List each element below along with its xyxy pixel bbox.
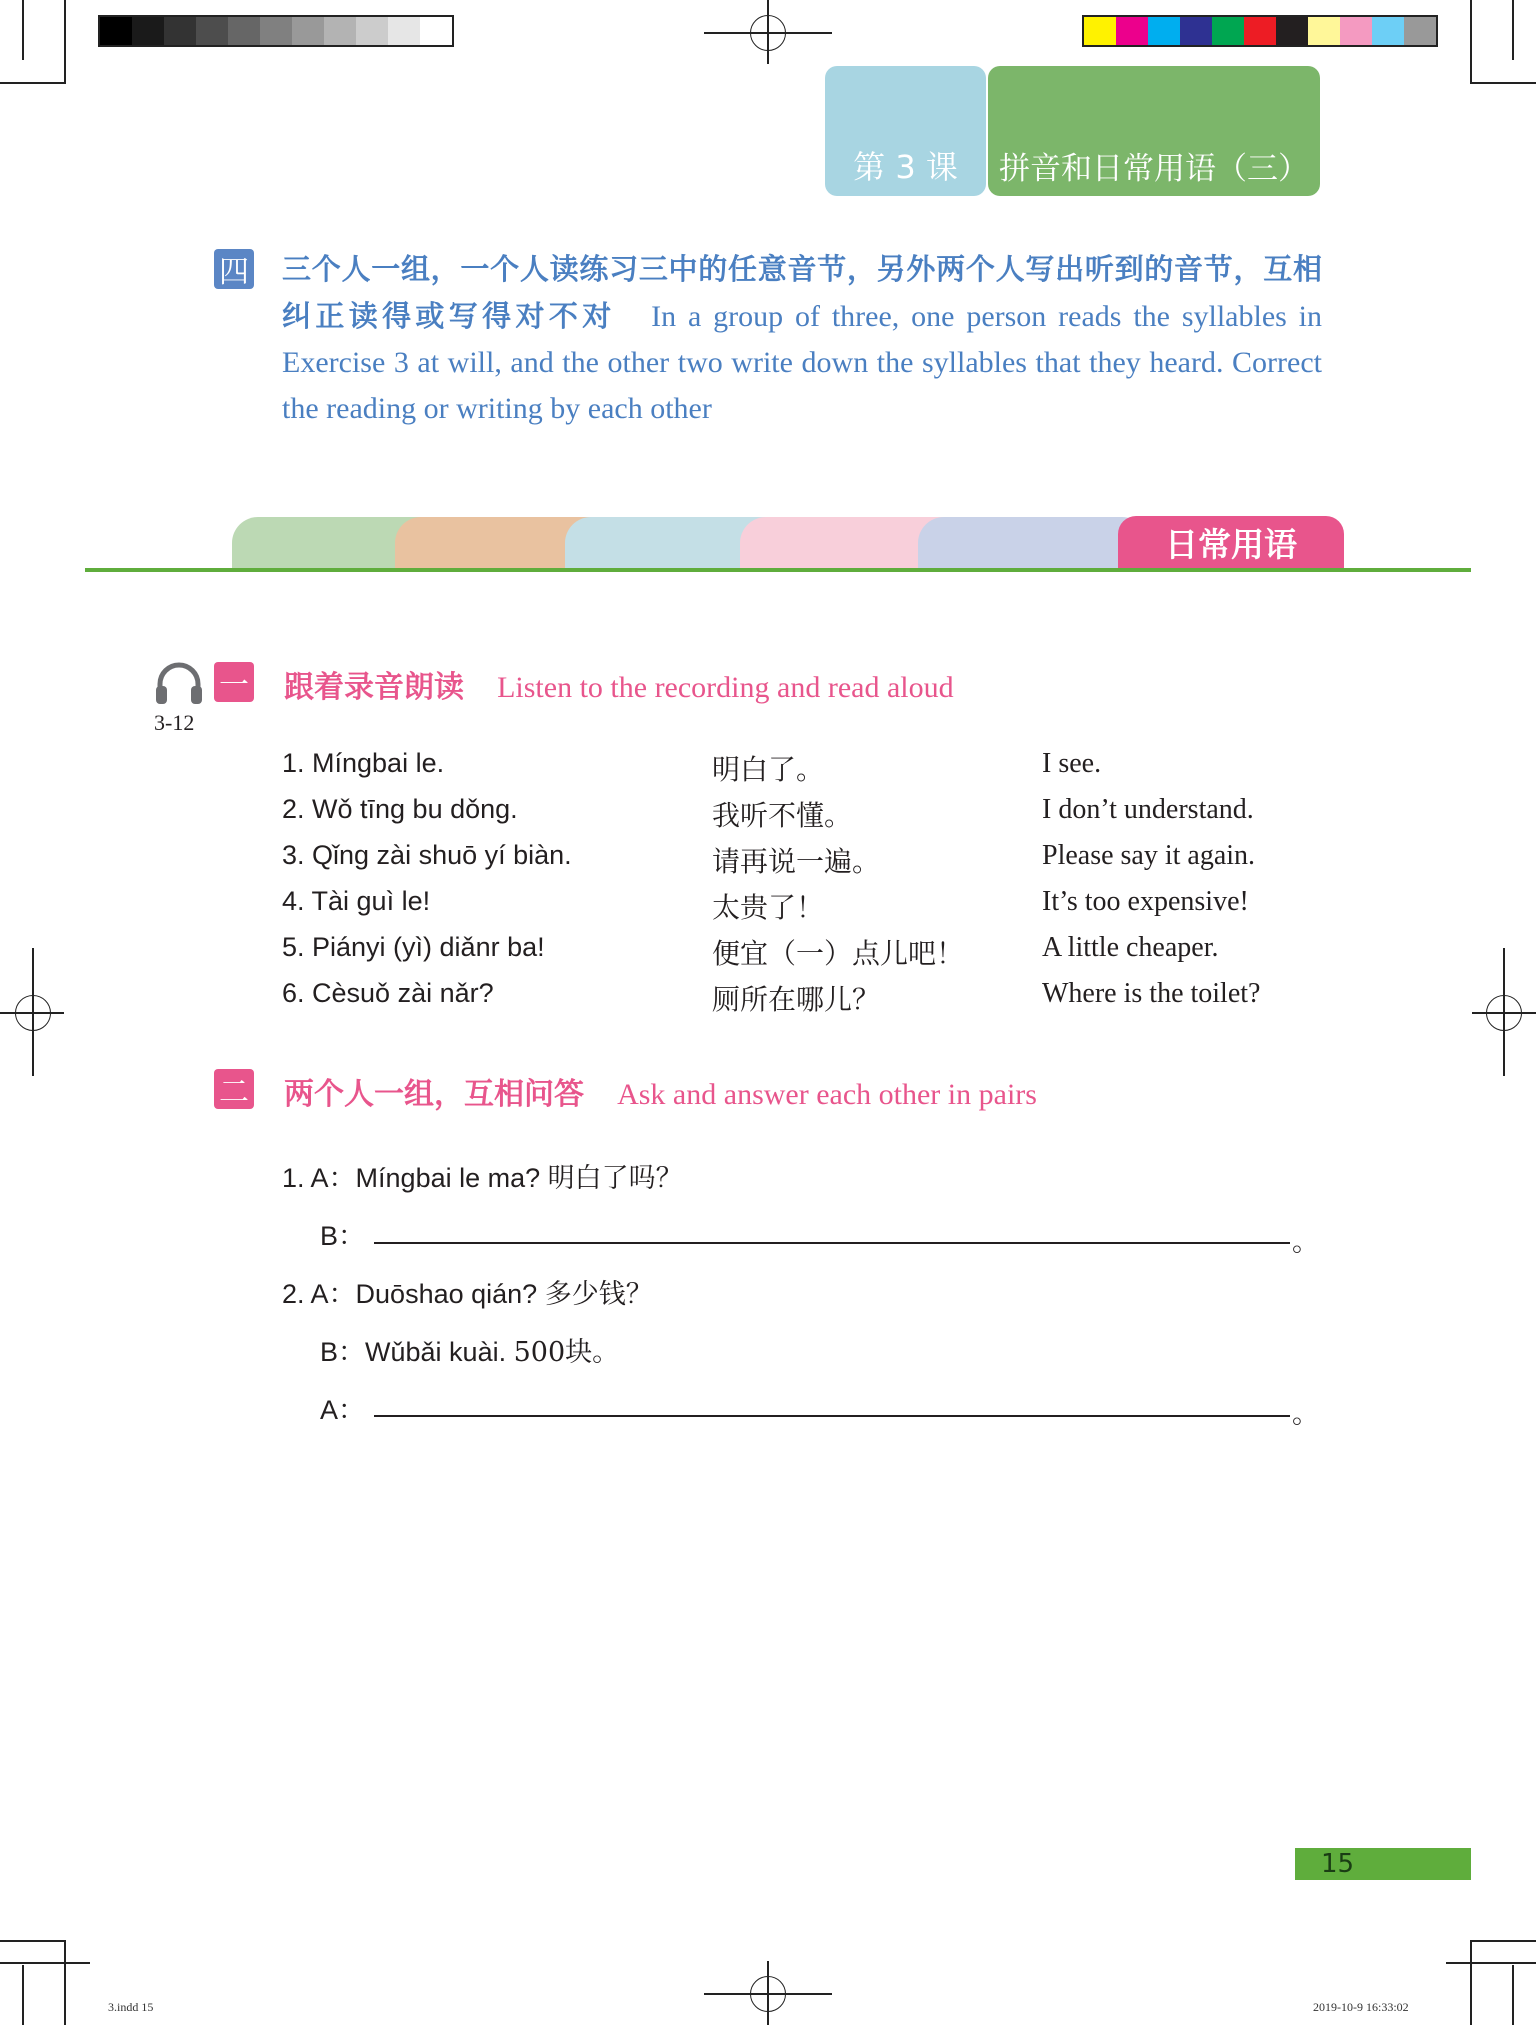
part-2-title-en: Ask and answer each other in pairs — [617, 1078, 1037, 1111]
exercise-4-instruction — [282, 246, 1322, 432]
phrase-row — [282, 840, 1302, 886]
part-2-number-badge: 二 — [214, 1069, 254, 1109]
dialogue-hanzi: 明白了吗？ — [547, 1163, 683, 1194]
part-1-number-badge: 一 — [214, 662, 254, 702]
lesson-tab: 第 3 课 — [825, 66, 986, 196]
phrase-hanzi: 太贵了！ — [712, 891, 825, 924]
phrase-pinyin: 5. Piányi (yì) diǎnr ba! — [282, 932, 545, 962]
part-1-title-zh: 跟着录音朗读 — [284, 670, 464, 705]
sentence-end-mark: 。 — [1292, 1227, 1319, 1257]
phrase-hanzi: 我听不懂。 — [712, 799, 853, 832]
dialogue-hanzi: 多少钱？ — [544, 1279, 653, 1310]
phrase-english: Where is the toilet? — [1042, 978, 1261, 1009]
print-timestamp: 2019-10-9 16:33:02 — [1313, 2000, 1409, 2014]
sentence-end-mark: 。 — [1292, 1399, 1319, 1429]
file-slug: 3.indd 15 — [108, 2000, 154, 2014]
process-color-bar — [1082, 15, 1438, 47]
phrase-pinyin: 6. Cèsuǒ zài nǎr? — [282, 978, 494, 1008]
banner-tab-lavender — [918, 517, 1148, 569]
speaker-label: 2. A： — [282, 1279, 356, 1309]
part-1-heading — [284, 662, 954, 706]
headphones-icon — [154, 660, 204, 706]
dialogue-line-b — [320, 1330, 619, 1369]
exercise-number-badge: 四 — [214, 249, 254, 289]
phrase-hanzi: 请再说一遍。 — [712, 845, 881, 878]
dialogue-pinyin: Duōshao qián? — [355, 1279, 538, 1309]
phrase-english: It’s too expensive! — [1042, 886, 1249, 917]
phrase-row — [282, 932, 1302, 978]
part-1-title-en: Listen to the recording and read aloud — [497, 671, 954, 704]
phrase-row — [282, 886, 1302, 932]
phrase-pinyin: 4. Tài guì le! — [282, 886, 431, 916]
phrase-hanzi: 便宜（一）点儿吧！ — [712, 937, 965, 970]
phrase-row — [282, 748, 1302, 794]
grayscale-color-bar — [98, 15, 454, 47]
dialogue-hanzi: 500块。 — [513, 1337, 620, 1368]
phrase-row — [282, 794, 1302, 840]
audio-track-number: 3-12 — [154, 710, 195, 735]
banner-rule — [85, 568, 1471, 572]
phrase-english: A little cheaper. — [1042, 932, 1219, 963]
part-2-title-zh: 两个人一组，互相问答 — [284, 1077, 584, 1112]
speaker-label: A： — [320, 1395, 366, 1425]
page-number: 15 — [1295, 1848, 1471, 1880]
phrase-hanzi: 厕所在哪儿？ — [712, 983, 881, 1016]
speaker-label: B： — [320, 1221, 366, 1251]
phrase-hanzi: 明白了。 — [712, 753, 825, 786]
phrase-row — [282, 978, 1302, 1024]
speaker-label: 1. A： — [282, 1163, 356, 1193]
phrase-pinyin: 1. Míngbai le. — [282, 748, 445, 778]
phrase-english: Please say it again. — [1042, 840, 1256, 871]
part-2-heading — [284, 1069, 1037, 1113]
banner-label: 日常用语 — [1118, 516, 1344, 569]
phrase-pinyin: 2. Wǒ tīng bu dǒng. — [282, 794, 518, 824]
dialogue-pinyin: Míngbai le ma? — [355, 1163, 541, 1193]
dialogue-line-a — [282, 1156, 683, 1195]
lesson-title-tab: 拼音和日常用语（三） — [988, 66, 1320, 196]
answer-blank[interactable] — [374, 1242, 1290, 1244]
phrase-english: I don’t understand. — [1042, 794, 1254, 825]
answer-blank[interactable] — [374, 1415, 1290, 1417]
phrase-english: I see. — [1042, 748, 1102, 779]
dialogue-line-a — [282, 1272, 653, 1311]
phrase-pinyin: 3. Qǐng zài shuō yí biàn. — [282, 840, 572, 870]
speaker-label: B： — [320, 1337, 366, 1367]
instruction-en: In a group of three, one person reads the syllables in Exercise 3 at will, and the other two write down the syllables that they heard. Correct the reading or writing by each other — [282, 300, 1322, 425]
instruction-zh: 三个人一组，一个人读练习三中的任意音节，另外两个人写出听到的音节，互相纠正读得或写得对不对 — [282, 252, 1322, 333]
dialogue-pinyin: Wǔbǎi kuài. — [365, 1337, 507, 1367]
